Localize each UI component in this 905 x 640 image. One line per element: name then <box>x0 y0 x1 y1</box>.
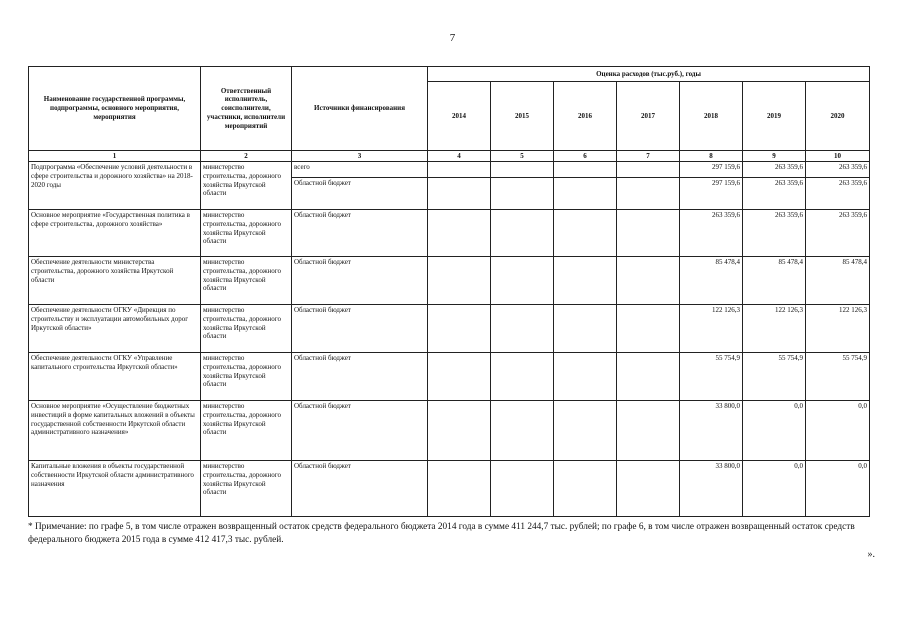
column-number-9: 9 <box>743 151 806 162</box>
column-number-1: 1 <box>29 151 201 162</box>
row-responsible: министерство строительства, дорожного хозяйства Иркутской области <box>201 461 292 517</box>
value-2016 <box>554 257 617 305</box>
value-2019: 55 754,9 <box>743 353 806 401</box>
row-source: всего <box>292 162 428 178</box>
value-2020: 0,0 <box>806 401 870 461</box>
value-2020: 263 359,6 <box>806 178 870 210</box>
row-responsible: министерство строительства, дорожного хозяйства Иркутской области <box>201 162 292 210</box>
budget-table <box>28 66 870 517</box>
column-number-2: 2 <box>201 151 292 162</box>
value-2015 <box>491 401 554 461</box>
value-2017 <box>617 162 680 178</box>
header-source: Источники финансирования <box>292 67 428 151</box>
row-source: Областной бюджет <box>292 210 428 257</box>
value-2014 <box>428 257 491 305</box>
value-2017 <box>617 353 680 401</box>
value-2017 <box>617 257 680 305</box>
value-2016 <box>554 210 617 257</box>
header-year-2016: 2016 <box>554 82 617 151</box>
row-source: Областной бюджет <box>292 257 428 305</box>
value-2020: 122 126,3 <box>806 305 870 353</box>
value-2015 <box>491 305 554 353</box>
value-2018: 85 478,4 <box>680 257 743 305</box>
value-2016 <box>554 461 617 517</box>
value-2016 <box>554 178 617 210</box>
value-2019: 263 359,6 <box>743 210 806 257</box>
header-year-2015: 2015 <box>491 82 554 151</box>
value-2017 <box>617 401 680 461</box>
value-2016 <box>554 401 617 461</box>
footnote: * Примечание: по графе 5, в том числе отражен возвращенный остаток средств федерального бюджета 2014 года в сумме 411 244,7 тыс. рублей; по графе 6, в том числе отражен возвращенный остаток средств федерального бюджета 2015 года в сумме 412 417,3 тыс. рублей. <box>28 522 855 546</box>
header-year-2018: 2018 <box>680 82 743 151</box>
row-responsible: министерство строительства, дорожного хозяйства Иркутской области <box>201 305 292 353</box>
row-name: Основное мероприятие «Осуществление бюджетных инвестиций в форме капитальных вложений в объекты государственной собственности Иркутской области административного назначения» <box>29 401 201 461</box>
row-responsible: министерство строительства, дорожного хозяйства Иркутской области <box>201 353 292 401</box>
value-2018: 263 359,6 <box>680 210 743 257</box>
table-row <box>29 305 870 353</box>
value-2014 <box>428 353 491 401</box>
value-2017 <box>617 210 680 257</box>
value-2020: 85 478,4 <box>806 257 870 305</box>
row-name: Обеспечение деятельности ОГКУ «Управление капитального строительства Иркутской области» <box>29 353 201 401</box>
value-2015 <box>491 461 554 517</box>
closing-quote: ». <box>867 549 875 560</box>
value-2018: 297 159,6 <box>680 178 743 210</box>
value-2019: 263 359,6 <box>743 178 806 210</box>
row-responsible: министерство строительства, дорожного хозяйства Иркутской области <box>201 257 292 305</box>
value-2017 <box>617 305 680 353</box>
row-source: Областной бюджет <box>292 178 428 210</box>
value-2019: 0,0 <box>743 401 806 461</box>
header-expense-group: Оценка расходов (тыс.руб.), годы <box>428 67 870 82</box>
page-number: 7 <box>449 32 456 44</box>
header-responsible: Ответственный исполнитель, соисполнители, участники, исполнители мероприятий <box>201 67 292 151</box>
row-name: Обеспечение деятельности министерства строительства, дорожного хозяйства Иркутской области <box>29 257 201 305</box>
table-row <box>29 401 870 461</box>
column-number-3: 3 <box>292 151 428 162</box>
value-2020: 263 359,6 <box>806 210 870 257</box>
column-number-4: 4 <box>428 151 491 162</box>
table-row <box>29 461 870 517</box>
row-name: Обеспечение деятельности ОГКУ «Дирекция по строительству и эксплуатации автомобильных дорог Иркутской области» <box>29 305 201 353</box>
value-2018: 33 800,0 <box>680 401 743 461</box>
table-row <box>29 210 870 257</box>
value-2020: 55 754,9 <box>806 353 870 401</box>
row-name: Основное мероприятие «Государственная политика в сфере строительства, дорожного хозяйства» <box>29 210 201 257</box>
value-2015 <box>491 210 554 257</box>
row-source: Областной бюджет <box>292 353 428 401</box>
header-year-2014: 2014 <box>428 82 491 151</box>
value-2018: 122 126,3 <box>680 305 743 353</box>
row-name: Подпрограмма «Обеспечение условий деятельности в сфере строительства и дорожного хозяйства» на 2018-2020 годы <box>29 162 201 210</box>
value-2014 <box>428 162 491 178</box>
value-2017 <box>617 178 680 210</box>
header-year-2019: 2019 <box>743 82 806 151</box>
row-source: Областной бюджет <box>292 401 428 461</box>
value-2019: 0,0 <box>743 461 806 517</box>
table-row <box>29 162 870 178</box>
column-number-10: 10 <box>806 151 870 162</box>
row-source: Областной бюджет <box>292 305 428 353</box>
value-2020: 263 359,6 <box>806 162 870 178</box>
column-number-8: 8 <box>680 151 743 162</box>
value-2017 <box>617 461 680 517</box>
value-2018: 55 754,9 <box>680 353 743 401</box>
value-2015 <box>491 178 554 210</box>
value-2019: 122 126,3 <box>743 305 806 353</box>
value-2016 <box>554 353 617 401</box>
value-2014 <box>428 210 491 257</box>
value-2020: 0,0 <box>806 461 870 517</box>
value-2014 <box>428 178 491 210</box>
column-number-5: 5 <box>491 151 554 162</box>
header-year-2020: 2020 <box>806 82 870 151</box>
value-2019: 85 478,4 <box>743 257 806 305</box>
value-2016 <box>554 162 617 178</box>
column-number-6: 6 <box>554 151 617 162</box>
table-row <box>29 257 870 305</box>
row-source: Областной бюджет <box>292 461 428 517</box>
header-name: Наименование государственной программы, подпрограммы, основного мероприятия, мероприятия <box>29 67 201 151</box>
value-2015 <box>491 257 554 305</box>
value-2019: 263 359,6 <box>743 162 806 178</box>
column-number-7: 7 <box>617 151 680 162</box>
value-2015 <box>491 353 554 401</box>
value-2015 <box>491 162 554 178</box>
value-2014 <box>428 305 491 353</box>
row-name: Капитальные вложения в объекты государственной собственности Иркутской области административного назначения <box>29 461 201 517</box>
value-2014 <box>428 461 491 517</box>
value-2018: 33 800,0 <box>680 461 743 517</box>
table-row <box>29 353 870 401</box>
value-2014 <box>428 401 491 461</box>
value-2018: 297 159,6 <box>680 162 743 178</box>
row-responsible: министерство строительства, дорожного хозяйства Иркутской области <box>201 210 292 257</box>
value-2016 <box>554 305 617 353</box>
row-responsible: министерство строительства, дорожного хозяйства Иркутской области <box>201 401 292 461</box>
header-year-2017: 2017 <box>617 82 680 151</box>
